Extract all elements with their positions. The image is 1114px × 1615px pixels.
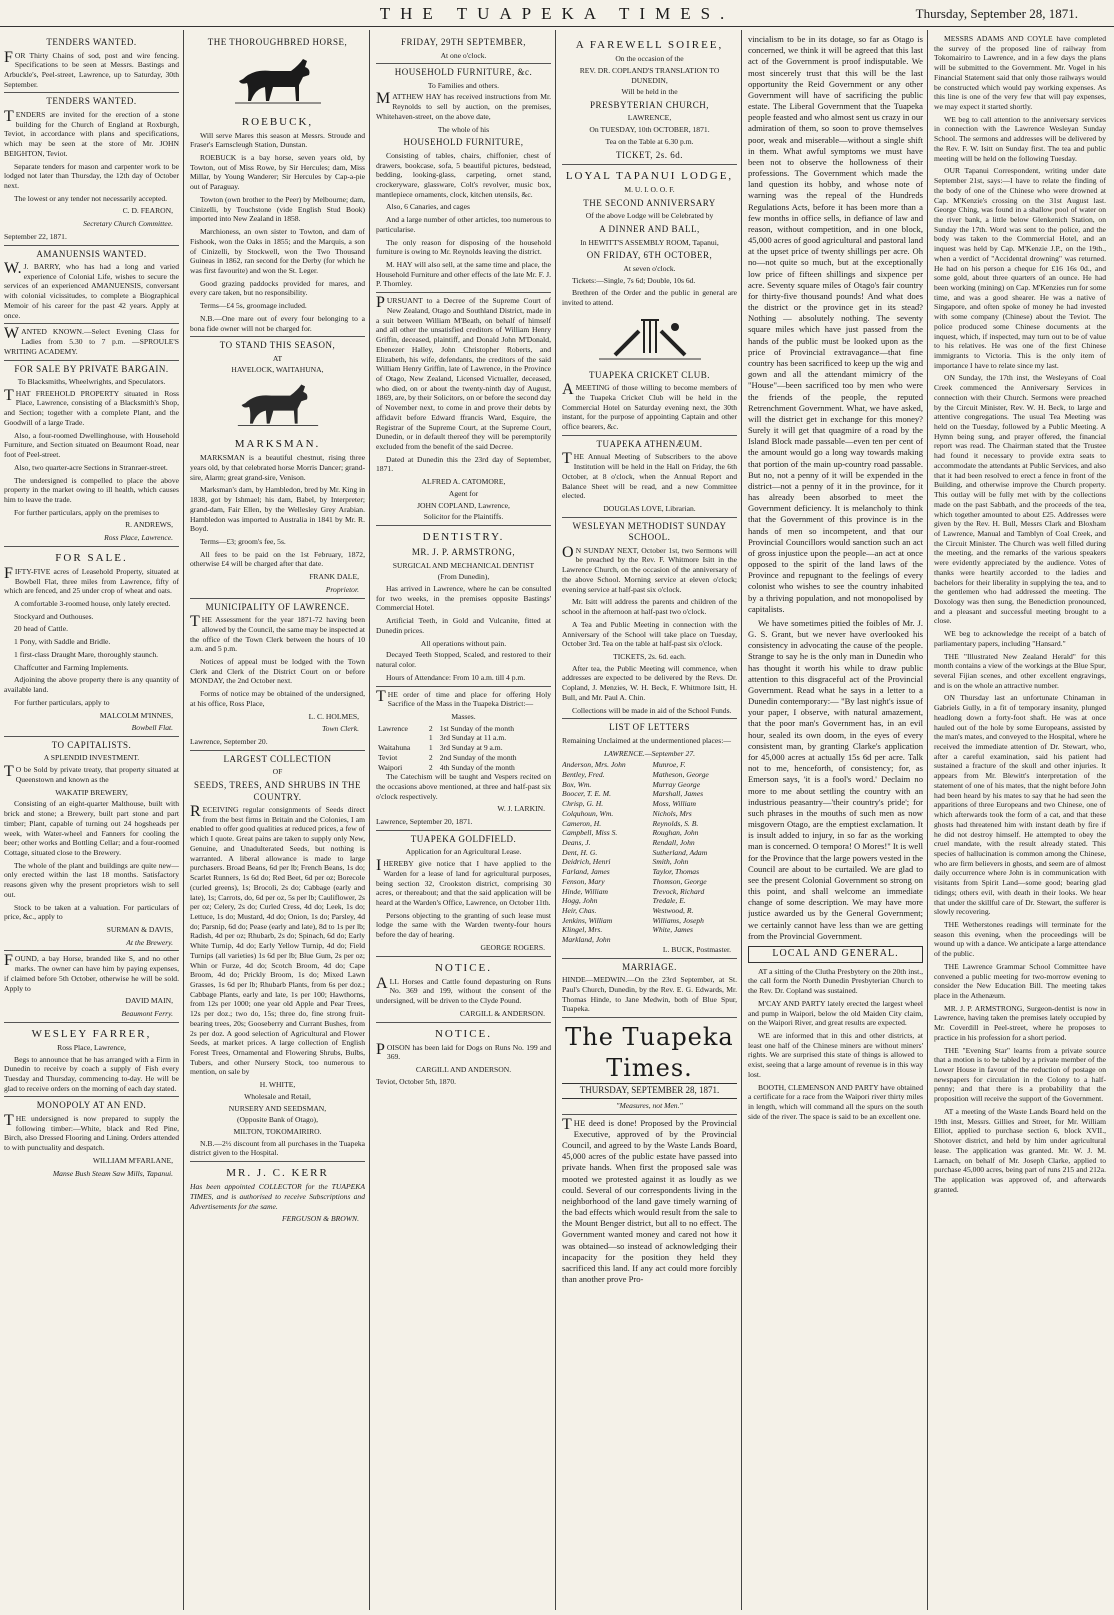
letter-name: Reynolds, S. B. <box>652 818 699 828</box>
ad-heading: LARGEST COLLECTION <box>223 753 332 764</box>
ad-text: Of the above Lodge will be Celebrated by <box>585 211 714 221</box>
ad-text: Will serve Mares this season at Messrs. Stroude and Fraser's Earnscleugh Station, Dunstan. <box>190 130 365 150</box>
divider <box>190 336 365 337</box>
ad-text: Tea on the Table at 6.30 p.m. <box>605 136 694 146</box>
ad-date: September 22, 1871. <box>4 231 67 241</box>
ad-text: Remaining Unclaimed at the undermentioned places:— <box>562 735 731 745</box>
divider <box>562 517 737 518</box>
ad-text: Begs to announce that he has arranged with a Firm in Dunedin to receive by coach a supply of Fish every Tuesday and Thursday, commencing to-day. He will be glad to receive orders on the morning of each day stated. <box>4 1054 179 1093</box>
ad-signature: (Opposite Bank of Otago), <box>237 1115 318 1125</box>
letter-name: Munroe, F. <box>652 760 686 770</box>
ad-text: Also, two quarter-acre Sections in Stranraer-street. <box>14 462 168 472</box>
ad-text: Decayed Teeth Stopped, Scaled, and restored to their natural color. <box>376 650 551 670</box>
letter-name: Fenson, Mary <box>562 876 605 886</box>
ad-subheading: HAVELOCK, WAITAHUNA, <box>231 365 324 375</box>
mass-row <box>376 733 551 743</box>
ad-text: The undersigned is compelled to place the above property in the market owing to ill health, which causes him to leave the trade. <box>4 475 179 504</box>
ad-text: The lowest or any tender not necessarily accepted. <box>14 193 168 203</box>
mass-row <box>376 753 551 763</box>
divider <box>190 598 365 599</box>
masthead-date: Thursday, September 28, 1871. <box>915 6 1078 21</box>
divider <box>4 92 179 93</box>
ad-heading: SEEDS, TREES, AND SHRUBS IN THE COUNTRY. <box>194 780 361 802</box>
letter-name: Cameron, H. <box>562 818 602 828</box>
editorial-text: THE deed is done! Proposed by the Provincial Executive, approved of by the Provincial Council, and agreed to by the Waste Lands Board, 45,000 acres of the public estate have passed into private hands. When first the proposed sale was mooted we protested against it as loudly as we could. Several of our correspondents living in the neighborhood of the land gave timely warning of the bad effects which would result from the sale to the Mount Benger district, but all to no effect. The Government wanted money and cared not how it was obtained—so instead of acknowledging their incapacity for the position they held they sacrificed this land. If any act could more forcibly than another prove Pro- <box>562 1115 737 1285</box>
news-item: WE beg to acknowledge the receipt of a batch of parliamentary papers, including "Hansard." <box>934 629 1106 648</box>
ad-heading: FRIDAY, 29TH SEPTEMBER, <box>400 37 527 47</box>
ad-text: The Catechism will be taught and Vespers recited on the occasions above mentioned, at three and half-past six o'clock respectively. <box>376 772 551 801</box>
ad-signature: Town Clerk. <box>322 724 359 734</box>
ad-signature: MALCOLM M'INNES, <box>99 710 173 720</box>
ad-text: PURSUANT to a Decree of the Supreme Court of New Zealand, Otago and Southland District, made in a suit between William M'Beath, on behalf of himself and all other the unsatisfied creditors of William Henry Griffin, deceased, plaintiff, and Donald John M'Donald, Ebenezer Halley, John Christopher Roberts, and Elizabeth, his wife, defendants, the creditors of the said William Henry Griffin, late of Lawrence, in the Province of Otago, New Zealand, Licensed Victualler, deceased, who died, on or about the twenty-ninth day of August, 1869, are, by their Solicitors, on or before the second day of November next, to come in and prove their debts by affidavit before Edward ffrancis Ward, Esquire, the Registrar of the Supreme Court, at the Supreme Court, Dunedin, or in default thereof they will be peremptorily excluded from the benefit of the said Decree. <box>376 294 551 451</box>
ad-text: A comfortable 3-roomed house, only lately erected. <box>14 599 171 609</box>
news-item: MR. J. P. ARMSTRONG, Surgeon-dentist is now in Lawrence, having taken the premises lately occupied by Mr. Coverdill in Peel-street, where he proposes to practice in his profession for a short period. <box>934 1003 1106 1042</box>
divider <box>376 1022 551 1023</box>
ad-signature: R. ANDREWS, <box>125 520 173 530</box>
divider <box>562 164 737 165</box>
ad-text: Also, a four-roomed Dwellinghouse, with Household Furniture, and Section situated on Beaumont Road, near foot of Peel-street. <box>4 430 179 460</box>
ad-heading: TENDERS WANTED. <box>46 37 137 47</box>
letter-name: Anderson, Mrs. John <box>562 760 626 770</box>
divider <box>376 956 551 957</box>
letter-name: Hinde, William <box>562 886 608 896</box>
divider <box>190 750 365 751</box>
letter-name: Taylor, Thomas <box>652 867 700 877</box>
ad-date: Lawrence, September 20, 1871. <box>376 817 473 827</box>
letter-name: Bentley, Fred. <box>562 769 605 779</box>
ad-signature: H. WHITE, <box>259 1080 296 1090</box>
ad-text: IHEREBY give notice that I have applied to the Warden for a lease of land for agricultural purposes, being section 32, Crookston district, comprising 30 acres, or thereabout; and that the said application will be heard at the Warden's Office, Lawrence, on October 11th. <box>376 857 551 907</box>
editorial-text: We have sometimes pitied the foibles of Mr. J. G. S. Grant, but we never have overlooked his consistency in advocating the cause of the people. Strange to say he is the only man in Dunedin who has thought it worth his while to draw public attention to this disgraceful act of the Provincial Government. Read what he says in a letter to a Dunedin contemporary:— "By last night's issue of your paper, I observe, with natural amazement, that the poor man's Government has, in an evil hour, sealed its own doom, in the eyes of every consistent man, by granting Clarke's application for 45,000 acres at actually 15s 6d per acre. Talk not to me, henceforth, of consistency; for, as Emerson says, 'it is a fool's word.' Declaim no more to me about settling the country with an industrious peasantry—'their country's pride'; for such phrases in the mouths of such men as now misgovern Otago, are the emptiest exclamation. It is insult added to injury, in so far as the working man is concerned. O tempora! O Mores!" It is well for the Province that the large powers vested in the Council are about to be curtailed. We are glad to see the present Colonial Government so strong on this point, and shall welcome an immediate change of some description. We may have more justice awarded us by the General Government; we certainly cannot have less than we are getting from the Provincial Government. <box>748 617 923 941</box>
ad-signature: JOHN COPLAND, Lawrence, <box>417 500 510 510</box>
ad-text: MARKSMAN is a beautiful chestnut, rising three years old, by that celebrated horse Morris Dancer; grand-sire, Alarm; great grand-sire, Venison. <box>190 453 365 482</box>
mass-cell-place: Waipori <box>378 762 403 772</box>
ad-text: And a large number of other articles, too numerous to particularise. <box>376 215 551 234</box>
ad-text: TENDERS are invited for the erection of a stone building for the Church of England at Roxburgh, Teviot, in accordance with plans and specifications, which may be seen at the store of Mr. JOHN BEIGHTON, Teviot. <box>4 107 179 158</box>
ad-signature: DAVID MAIN, <box>125 996 173 1006</box>
letter-name: Tredale, E. <box>652 896 686 906</box>
mass-cell-n: 2 <box>428 752 433 762</box>
mass-cell-n: 2 <box>428 762 433 772</box>
ad-text: Notices of appeal must be lodged with the Town Clerk and Clerk of the District Court on or before MONDAY, the 2nd October next. <box>190 657 365 686</box>
ad-date: Lawrence, September 20. <box>190 737 268 747</box>
ad-text: ROEBUCK is a bay horse, seven years old, by Towton, out of Miss Rowe, by Sir Hercules; dam, Miss Millar, by Young Wanderer; Sir Hercules by Cap-a-pie out of Paraguay. <box>190 153 365 192</box>
news-item: OUR Tapanui Correspondent, writing under date September 21st, says:—I have to relate the finding of the body of one of the Chinese who were drowned at Cap. M'Kenzie's crossing on the 31st August last. George Ching, was found in a shallow pool of water on the river bank, a little below Glenkenich Station, on Sunday the 17th. Word was sent to the police, and the body was taken to the Commercial Hotel, and an inquest was held by Cap. M'Kenzie J.P., on the 19th., when a verdict of "Accidental drowning" was returned. He had on his person a cheque for £16 16s 0d., and some gold, about three quarters of an ounce. He had been working (mining) on Cap. M'Kenzies run for some time, and was a good shearer. He was a native of Singapore, and often spoke of money he had invested with some company (Chinese) about the Teviot. The police produced some Chinese documents at the inquest, which, if inspected, may turn out to be of value to his relatives. He was one of the first Chinese immigrants to Victoria. This is the only item of importance I have to relate since my last. <box>934 166 1106 370</box>
news-item: THE Lawrence Grammar School Committee have convened a public meeting for two-morrow evening to consider the New Education Bill. The meeting takes place in the Athenæum. <box>934 961 1106 1000</box>
ad-heading: LOYAL TAPANUI LODGE, <box>565 170 734 183</box>
letter-name: Colquhoun, Wm. <box>562 808 614 818</box>
ad-heading: TUAPEKA ATHENÆUM. <box>596 438 703 449</box>
ad-subheading: LAWRENCE.—September 27. <box>603 748 696 758</box>
editorial-text: vincialism to be in its dotage, so far as Otago is concerned, we think it will be agreed that this last act of the Government is proof indisputable. We most sincerely trust that this will be the last opportunity the Reid Government or any other Government will have of sacrificing the public estate. The Liberal Government that the Tuapeka people feasted and who almost sent us crazy in our admiration of them, so soon to prove themselves poor, weak and miserable—without a single shift in them. What awful symptoms we must have been not to observe the hollowness of their professions. The Government which made the land question its hobby, and whose note of warning was the repeal of the Hundreds Regulations Acts, before it has been more than a few months in office sells, in defiance of law and reason, without competition, and in one block, 45,000 acres of good agricultural and pastoral land at the upset price of twenty shillings per acre. Oh no—not quite so much, but at the exceptionally low price of fifteen shillings and sixpence per acre. Seventy square miles of Otago's fair country for thirty-five thousand pounds! And what does the district or the province get in its stead? Nothing — absolutely nothing. The seventy square miles which have just passed from the hands of the public must be looked upon as the price of Provincial extravagance—that fine country has been sacrificed to keep up the wig and gown and all the attendant mimicry of the "House"—been sacrificed too by men who were the friends of the people, the reputed Retrenchment Government. What, we have asked, will the district get in exchange for this money? Surely it will get that quagmire of a road by the Island Block made passable—even ten per cent of the amount would go a long way towards making that portion of the main up-country road passable. But no, not a penny of it will be expended in the district—not a penny of it in the province, for it has already been absorbed to meet the Government deficiency. It is melancholy to think that the Government of this province is in the hands of men so incompetent, and that our Provincial Councillors would sanction such an act of gross injustice upon the people—an act at once opposed to the spirit of the land laws of the Province and repugnant to the feelings of every colonist who wishes to see the country inhabited by a thriving population, and not monopolised by capitalists. <box>748 34 923 614</box>
ad-text: Separate tenders for mason and carpenter work to be lodged not later than Thursday, the 12th day of October next. <box>4 161 179 190</box>
ad-heading: THE THOROUGHBRED HORSE, <box>207 37 348 47</box>
ad-signature: L. C. HOLMES, <box>308 711 359 721</box>
ad-subheading: Ross Place, Lawrence, <box>57 1042 126 1052</box>
letter-name: Box, Wm. <box>562 779 592 789</box>
mass-cell-text: 1st Sunday of the month <box>439 723 515 733</box>
ad-text: LAWRENCE, <box>627 113 672 123</box>
ad-signature: ALFRED A. CATOMORE, <box>421 477 506 487</box>
column-rule <box>555 30 556 1610</box>
mass-cell-place <box>376 733 427 743</box>
letter-name: Boocer, T. E. M. <box>562 789 611 799</box>
ad-heading: HOUSEHOLD FURNITURE, <box>403 137 524 148</box>
mass-row <box>376 724 551 734</box>
divider <box>4 1096 179 1097</box>
mass-cell-n: 2 <box>428 723 433 733</box>
ad-text: For further particulars, apply on the premises to <box>14 507 160 517</box>
ad-signature: Solicitor for the Plaintiffs. <box>423 512 504 522</box>
divider <box>4 950 179 951</box>
ad-text: Has arrived in Lawrence, where he can be consulted for two weeks, in the premises opposite Bastings' Commercial Hotel. <box>376 584 551 613</box>
ad-subheading: Application for an Agricultural Lease. <box>405 847 522 857</box>
ad-heading: FOR SALE BY PRIVATE BARGAIN. <box>14 363 169 374</box>
column-1 <box>4 34 179 1609</box>
mass-cell-text: 3rd Sunday at 11 a.m. <box>439 733 507 743</box>
letter-name: Trevock, Richard <box>652 886 705 896</box>
divider <box>562 1114 737 1115</box>
ad-text: AMEETING of those willing to become members of the Tuapeka Cricket Club will be held in the Commercial Hotel on Saturday evening next, the 30th instant, for the purpose of appointing Captain and other office bearers, &c. <box>562 381 737 432</box>
divider <box>4 245 179 246</box>
ad-text: W.J. BARRY, who has had a long and varied experience of Colonial Life, wishes to secure the services of an experienced AMANUENSIS, conversant with colonial vicissitudes, to complete a Biographical Memoir of his career for the past 42 years. Apply at once. <box>4 260 179 320</box>
ad-signature: At the Brewery. <box>126 937 173 947</box>
ad-text: WANTED KNOWN.—Select Evening Class for Ladies from 5.30 to 7 p.m. —SPROULE'S WRITING ACADEMY. <box>4 325 179 356</box>
ad-heading: THE SECOND ANNIVERSARY <box>583 197 716 208</box>
mass-row <box>376 763 551 773</box>
ad-text: On TUESDAY, 10th OCTOBER, 1871. <box>589 125 710 135</box>
mass-cell-text: 4th Sunday of the month <box>439 762 515 772</box>
letter-name: Heir, Chas. <box>562 906 597 915</box>
ad-text: REV. DR. COPLAND'S TRANSLATION TO DUNEDIN, <box>579 65 720 85</box>
letter-name: Matheson, George <box>652 769 709 779</box>
ad-text: Stock to be taken at a valuation. For particulars of price, &c., apply to <box>4 902 179 922</box>
ad-text: Terms—£3; groom's fee, 5s. <box>200 537 286 547</box>
ad-text: THAT FREEHOLD PROPERTY situated in Ross Place, Lawrence, consisting of a Blacksmith's Shop, and Section; together with a complete Plant, and the Goodwill of a large Trade. <box>4 386 179 427</box>
ad-signature: Bowbell Flat. <box>131 723 173 733</box>
ad-text: Stockyard and Outhouses. <box>14 611 94 621</box>
ad-text: 1 Pony, with Saddle and Bridle. <box>14 637 111 647</box>
ad-text: N.B.—2½ discount from all purchases in the Tuapeka district given to the Hospital. <box>190 1138 365 1158</box>
divider <box>562 1017 737 1018</box>
ad-text: HINDE—MEDWIN.—On the 23rd September, at St. Paul's Church, Dunedin, by the Rev. E. G. Edwards, Mr. Thomas Hinde, to Jane Medwin, both of Blue Spur, Tuapeka. <box>562 975 737 1014</box>
letter-name: Farland, James <box>562 867 610 877</box>
ad-text: Tickets:—Single, 7s 6d; Double, 10s 6d. <box>572 275 696 285</box>
ad-subheading: AT <box>272 353 283 363</box>
ad-text: A Tea and Public Meeting in connection with the Anniversary of the School will take place on Tuesday, October 3rd. Tea on the table at half-past six o'clock. <box>562 619 737 649</box>
news-item: M'CAY AND PARTY lately erected the largest wheel and pump in Waipori, below the old Maiden City claim, on the Waipori River, and great results are expected. <box>748 998 923 1028</box>
letter-name: Sutherland, Adam <box>652 847 708 857</box>
ad-text: POISON has been laid for Dogs on Runs No. 199 and 369. <box>376 1040 551 1062</box>
ad-heading: MR. J. C. KERR <box>226 1167 329 1180</box>
letters-list <box>562 760 737 945</box>
ad-text: Dated at Dunedin this the 23rd day of September, 1871. <box>376 454 551 474</box>
ad-text: Marchioness, an own sister to Towton, and dam of Fishook, won the Oaks in 1855; and the Marquis, a son of Cinizelli, by Stockwell, won the Two Thousand Guineas in 1862, ran second for the Derby (for which he was first favourite) and won the St. Leger. <box>190 227 365 275</box>
letter-name: Williams, Joseph <box>652 915 704 925</box>
mass-cell-n: 1 <box>428 733 433 743</box>
ad-text: Has been appointed COLLECTOR for the TUAPEKA TIMES, and is authorised to receive Subscriptions and Advertisements for the same. <box>190 1182 365 1211</box>
ad-subheading: OF <box>272 767 283 777</box>
ad-subheading: M. U. I. O. O. F. <box>624 185 675 195</box>
section-heading: LOCAL AND GENERAL. <box>748 946 923 963</box>
news-item: BOOTH, CLEMENSON AND PARTY have obtained a certificate for a race from the Waipori river thirty miles in length, which will command all the spurs on the south side of the river. The space is said to be an excellent one. <box>748 1082 923 1121</box>
news-item: ON Thursday last an unfortunate Chinaman in Gabriels Gully, in a fit of temporary insanity, plunged headlong down a forty-foot shaft. He was at once hauled out of the hole by some Europeans, assisted by the man's mates, and conveyed to the Hospital, where he received the immediate attention of Dr. Stewart, who, after a careful examination, said his patient had sustained a fracture of the skull and other injuries. It appears from Mr. Blewitt's interpretation of the statement of one of his mates, that the night before John had been heard by his mates to say that he had seen the apparitions of three Europeans and two Chinese, one of which afterwards took the form of a cat, and that these ghosts had threatened him with instant death by fire if he did not destroy himself. He attempted to obey the cruel mandate, with the result already stated. This species of hallucination is common among the Chinese, who are firm believers in ghosts, and seem are of almost daily occurrence where John is in communication with visitants from Spirit Land—some good; bearing glad tidings; others evil, with death in their looks. We hear that under the skillful care of Dr. Stewart, the sufferer is slowly recovering. <box>934 693 1106 917</box>
divider <box>376 830 551 831</box>
letter-name: Nichols, Mrs <box>652 808 692 818</box>
ad-heading: MUNICIPALITY OF LAWRENCE. <box>205 601 350 612</box>
divider <box>562 435 737 436</box>
ad-text: On the occasion of the <box>615 54 684 64</box>
letter-name: Rendall, John <box>652 837 695 847</box>
ad-text: FIFTY-FIVE acres of Leasehold Property, situated at Bowbell Flat, three miles from Lawrence, fifty of which are fenced, and 25 under crop of wheat and oats. <box>4 564 179 596</box>
divider <box>4 323 179 324</box>
masthead-title: THE TUAPEKA TIMES. <box>379 4 735 23</box>
ad-heading: LIST OF LETTERS <box>609 722 690 733</box>
letter-name: White, James <box>652 925 693 935</box>
column-6 <box>934 34 1106 1609</box>
letter-name: Klingel, Mrs. <box>562 925 603 935</box>
ad-text: After tea, the Public Meeting will commence, when addresses are expected to be delivered by the Revs. Dr. Copland, J. Menzies, W. H. Beck, F. Whitmore Isitt, H. Bull, and Mr. Paul A. Chin. <box>562 663 737 702</box>
news-item: MESSRS ADAMS AND COYLE have completed the survey of the proposed line of railway from Tokomairiro to Lawrence, and in a few days the plans will be submitted to the Government. Mr. Vogel in his Financial Statement said that only those railways would be constructed which would pay working expenses. As this line is one of the very few that will pay expenses, we may expect it started shortly. <box>934 34 1106 112</box>
letter-name: Deidrich, Henri <box>562 857 611 867</box>
letter-name: Markland, John <box>562 935 611 945</box>
ad-signature: Proprietor. <box>325 584 359 594</box>
motto: "Measures, not Men." <box>616 1100 683 1110</box>
ad-text: FOR Thirty Chains of sod, post and wire fencing. Specifications to be seen at Messrs. Bastings and Arbuckle's, Peel-street, Lawrence, up to Saturday, 30th September. <box>4 48 179 89</box>
ad-heading: FOR SALE. <box>55 551 128 564</box>
divider <box>376 63 551 64</box>
ad-subheading: SURGICAL AND MECHANICAL DENTIST <box>392 560 535 570</box>
ad-heading: TICKET, 2s. 6d. <box>615 149 684 160</box>
column-2 <box>190 34 365 1609</box>
ad-text: TO be Sold by private treaty, that property situated at Queenstown and known as the <box>4 763 179 784</box>
ad-subheading: To Blacksmiths, Wheelwrights, and Speculators. <box>17 377 166 387</box>
ad-heading: TO STAND THIS SEASON, <box>219 340 336 351</box>
ad-heading: WESLEYAN METHODIST SUNDAY SCHOOL. <box>572 520 727 543</box>
mass-cell-place: Teviot <box>378 752 398 762</box>
ad-signature: FRANK DALE, <box>309 572 359 582</box>
ad-heading: A DINNER AND BALL, <box>599 224 700 235</box>
news-item: THE Wetherstones readings will terminate for the season this evening, when the proceedings will be wound up with a dance. We anticipate a large attendance of the public. <box>934 919 1106 959</box>
letter-name: Hogg, John <box>562 896 598 906</box>
column-5 <box>748 34 923 1609</box>
ad-heading: MARRIAGE. <box>622 961 677 972</box>
ad-heading: A FAREWELL SOIREE, <box>575 39 724 51</box>
ad-subheading: Masses. <box>451 711 476 721</box>
ad-heading: TUAPEKA GOLDFIELD. <box>410 833 517 844</box>
news-item: AT a sitting of the Clutha Presbytery on the 20th inst., the call form the North Dunedin Presbyterian Church to the Rev. Dr. Copland was sustained. <box>748 966 923 996</box>
ad-text: Consisting of tables, chairs, chiffonier, chest of drawers, bookcase, sofa, 5 beautiful pictures, bedstead, bedding, looking-glass, carpeting, ornet stand, crockeryware, glassware, Colt's revolver, music box, mantlepiece ornaments, clock, kitchen utensils, &c. <box>376 150 551 199</box>
cricket-illustration <box>595 311 705 367</box>
ad-heading: NOTICE. <box>434 1027 493 1040</box>
ad-text: Artificial Teeth, in Gold and Vulcanite, fitted at Dunedin prices. <box>376 616 551 635</box>
column-rule <box>183 30 184 1610</box>
ad-text: Terms—£4 5s, groomage included. <box>200 301 307 311</box>
newspaper-flag: The Tuapeka Times. <box>565 1022 734 1082</box>
divider <box>562 718 737 719</box>
ad-signature: Agent for <box>448 488 479 498</box>
ad-text: N.B.—One mare out of every four belonging to a bona fide owner will not be charged for. <box>190 313 365 333</box>
divider <box>4 360 179 361</box>
horse-name: MARKSMAN. <box>234 438 321 451</box>
ad-text: THE order of time and place for offering Holy Sacrifice of the Mass in the Tuapeka District:— <box>376 687 551 709</box>
divider <box>376 686 551 687</box>
ad-text: All operations without pain. <box>420 638 507 648</box>
ad-text: Collections will be made in aid of the School Funds. <box>572 705 732 715</box>
ad-text: RECEIVING regular consignments of Seeds direct from the best firms in Britain and the Colonies, I am enabled to offer good qualities at reduced prices, a few of which I quote. Great pains are taken to supply only New, Genuine, and Unadulterated Seeds, but nothing is warranted. A liberal allowance is made to large purchasers. Broad Beans, 6d per lb; French Beans, 1s do; Scarlet Runners, 1s 6d do; Red Beet, 6d per oz; Borecole (curled greens), 1s; Brocoli, 2s do; Cabbage (early and late), 1s; Carrots, do, 6d per oz, 5s per lb; Cauliflower, 2s per oz; Celery, 2s do; Curled Cress, 4d do; Leek, 1s do; Lettuce, 1s do; Mustard, 4d do; Onion, 1s do; Parsley, 4d do; Parsnip, 6d do; Pease (early and late), 8d to 1s per lb; Radish, 4d per oz; Rhubarb, 2s do; Spinach, 6d do; Early White Turnip, 4d do; Early Yellow Turnip, 4d do; Field Turnips (all varieties) 1s 6d per lb; Blue Gum, 2s per oz; Whin or Furze, 4d do; Scotch Broom, 4d do; Cape Broom, 4d do; Prickly Broom, 1s do; Mixed Lawn Grasses, 1s 6d per lb; Rhubarb Plants, from 6s per doz.; Cabbage Plants, early and late, 1s per 100; Hawthorns, from 12s per 1000; one year old Apple and Pear Trees, 12s per doz.; two do, 15s; three do, fine strong fruit-bearing trees, 20s; Gooseberry and Currant Bushes, from 2s per doz. A good selection of Agricultural and Flower Seeds, at market prices. A large collection of English Forest Trees, Ornamental and Flowering Shrubs, Bulbs, Tubers, and other Nursery Stock, too numerous to mention, on sale by <box>190 803 365 1077</box>
news-item: WE are informed that in this and other districts, at least one half of the Chinese miners are without miners' rights. We are surprised this state of things is allowed to exist, seeing that a large amount of revenue is in this way lost. <box>748 1031 923 1079</box>
column-3 <box>376 34 551 1609</box>
mass-cell-n: 1 <box>428 743 433 753</box>
ad-signature: C. D. FEARON, <box>122 206 173 216</box>
letter-name: Deans, J. <box>562 837 591 847</box>
ad-text: THE Annual Meeting of Subscribers to the above Institution will be held in the Hall on Friday, the 6th October, at 8 o'clock, when the Annual Report and Balance Sheet will be read, and a new Committee elected. <box>562 450 737 501</box>
masthead <box>0 0 1114 27</box>
ad-heading: DENTISTRY. <box>422 531 505 544</box>
ad-text: At seven o'clock. <box>623 263 676 273</box>
ad-text: For further particulars, apply to <box>14 697 110 707</box>
ad-text: ON SUNDAY NEXT, October 1st, two Sermons will be preached by the Rev. F. Whitmore Isitt in the Lawrence Church, on the occasion of the anniversary of the above School. Morning service at eleven o'clock; evening service at half-past six o'clock. <box>562 543 737 594</box>
ad-text: Chaffcutter and Farming Implements. <box>14 662 129 672</box>
ad-text: Will be held in the <box>621 87 678 97</box>
news-item: THE "Evening Star" learns from a private source that a motion is to be tabled by a private member of the Lower House in favour of the reduction of postage on newspapers for circulation in the Colony to a half-penny; and that there is a probability that the proposition will receive the support of the Government. <box>934 1045 1106 1104</box>
letter-name: Westwood, R. <box>652 906 694 915</box>
column-rule <box>741 30 742 1610</box>
ad-text: Hours of Attendance: From 10 a.m. till 4 p.m. <box>386 672 526 682</box>
ad-text: Persons objecting to the granting of such lease must lodge the same with the Warden twenty-four hours before the day of hearing. <box>376 910 551 940</box>
ad-text: Adjoining the above property there is any quantity of available land. <box>4 675 179 695</box>
ad-signature: GEORGE ROGERS. <box>480 942 545 952</box>
divider <box>376 292 551 293</box>
ad-text: THE undersigned is now prepared to supply the following timber:—White, black and Red Pine, Birch, also Dressed Flooring and Lining. Orders attended to with punctuality and despatch. <box>4 1111 179 1153</box>
letter-name: Smith, John <box>652 857 689 867</box>
ad-subheading: The whole of his <box>437 124 490 134</box>
ad-text: Brethren of the Order and the public in general are invited to attend. <box>562 288 737 308</box>
horse-illustration <box>236 377 320 433</box>
letter-name: Dent, H. G. <box>562 847 598 857</box>
ad-text: In HEWITT'S ASSEMBLY ROOM, Tapanui, <box>580 237 719 247</box>
ad-heading: NOTICE. <box>434 961 493 974</box>
ad-heading: MR. J. P. ARMSTRONG, <box>411 547 516 558</box>
ad-text: The whole of the plant and buildings are quite new—only erected within the last 18 months. Satisfactory reasons given why the present proprietors wish to sell out. <box>4 860 179 899</box>
horse-name: ROEBUCK, <box>241 115 314 128</box>
ad-subheading: A SPLENDID INVESTMENT. <box>43 753 140 763</box>
letter-name: Marshall, James <box>652 789 704 799</box>
ad-heading: TENDERS WANTED. <box>46 96 137 107</box>
letter-name: Campbell, Miss S. <box>562 828 618 838</box>
ad-date: Teviot, October 5th, 1870. <box>376 1076 457 1086</box>
ad-signature: Ross Place, Lawrence. <box>104 533 173 543</box>
ad-text: All fees to be paid on the 1st February, 1872, otherwise £4 will be charged after that date. <box>190 549 365 569</box>
ad-signature: Manse Bush Steam Saw Mills, Tapanui. <box>52 1168 173 1178</box>
edition-date: THURSDAY, SEPTEMBER 28, 1871. <box>562 1083 737 1099</box>
ad-signature: SURMAN & DAVIS, <box>106 924 173 934</box>
ad-heading: MONOPOLY AT AN END. <box>36 1100 147 1111</box>
letter-name: Thomson, George <box>652 876 707 886</box>
ad-signature: L. BUCK, Postmaster. <box>662 944 731 954</box>
ad-text: Towton (own brother to the Peer) by Melbourne; dam, Cinizelli, by Touchstone (vide English Stud Book) imported into New Zealand in 1858. <box>190 194 365 224</box>
letter-name: Roughan, John <box>652 828 699 838</box>
letter-name: Chrisp, G. H. <box>562 799 604 809</box>
ad-signature: CARGILL & ANDERSON. <box>459 1008 545 1018</box>
ad-text: FOUND, a bay Horse, branded like S, and no other marks. The owner can have him by paying expenses, if claimed before 5th October, otherwise he will be sold. Apply to <box>4 952 179 993</box>
ad-heading: WESLEY FARRER, <box>31 1027 152 1040</box>
horse-illustration <box>233 51 323 111</box>
ad-signature: Beaumont Ferry. <box>121 1009 173 1018</box>
mass-cell-place: Lawrence <box>378 723 408 733</box>
ad-signature: MILTON, TOKOMAIRIRO. <box>233 1127 322 1137</box>
ad-signature: FERGUSON & BROWN. <box>282 1214 359 1224</box>
divider <box>190 1161 365 1162</box>
ad-signature: WILLIAM M'FARLANE, <box>92 1155 173 1165</box>
ad-text: The only reason for disposing of the household furniture is owing to Mr. Reynolds leaving the district. <box>376 237 551 257</box>
ad-text: 1 first-class Draught Mare, thoroughly staunch. <box>14 649 159 659</box>
ad-text: Consisting of an eight-quarter Malthouse, built with brick and stone; a Brewery, built part stone and part timber; Plant, capable of turning out 24 hogsheads per week, with Water-wheel and Fanners for cooling the beer; other works and Bottling Cellar; and a four-roomed Cottage, situated close to the Brewery. <box>4 799 179 857</box>
column-rule <box>927 30 928 1610</box>
ad-text: Also, 6 Canaries, and cages <box>386 202 470 212</box>
mass-cell-text: 3rd Sunday at 9 a.m. <box>439 743 503 753</box>
ad-signature: W. J. LARKIN. <box>497 804 545 814</box>
ad-text: Mr. Isitt will address the parents and children of the school in the afternoon at half-past two o'clock. <box>562 597 737 617</box>
ad-subheading: (From Dunedin), <box>437 572 490 582</box>
divider <box>4 1022 179 1023</box>
ad-heading: AMANUENSIS WANTED. <box>36 248 147 259</box>
ad-signature: DOUGLAS LOVE, Librarian. <box>603 504 696 514</box>
divider <box>4 546 179 547</box>
divider <box>562 958 737 959</box>
ad-subheading: At one o'clock. <box>440 50 487 60</box>
ad-subheading: To Families and others. <box>427 80 500 90</box>
divider <box>376 525 551 526</box>
mass-row <box>376 743 551 753</box>
ad-signature: NURSERY AND SEEDSMAN, <box>228 1103 327 1113</box>
ad-text: MATTHEW HAY has received instructions from Mr. Reynolds to sell by auction, on the premises, Whitehaven-street, on the above date, <box>376 90 551 121</box>
news-item: THE "Illustrated New Zealand Herald" for this month contains a view of the workings at the Blue Spur, several Fijian scenes, and other excellent engravings, and is on the whole an attractive number. <box>934 651 1106 690</box>
ad-text: Forms of notice may be obtained of the undersigned, at his office, Ross Place, <box>190 689 365 708</box>
mass-schedule-table <box>376 724 551 773</box>
ad-heading: HOUSEHOLD FURNITURE, &c. <box>394 67 533 78</box>
ad-text: THE Assessment for the year 1871-72 having been allowed by the Council, the same may be inspected at the office of the Town Clerk between the hours of 10 a.m. and 5 p.m. <box>190 613 365 654</box>
mass-cell-place: Waitahuna <box>378 743 411 753</box>
ad-text: ALL Horses and Cattle found depasturing on Runs No. 369 and 199, without the consent of the undersigned, will be driven to the Clyde Pound. <box>376 974 551 1006</box>
ad-signature: Wholesale and Retail, <box>244 1091 311 1101</box>
ad-signature: Secretary Church Committee. <box>83 219 173 229</box>
ad-heading: PRESBYTERIAN CHURCH, <box>589 99 709 110</box>
news-item: AT a meeting of the Waste Lands Board held on the 19th inst, Messrs. Gillies and Street, for Mr. William Elliot, applied to purchase section 6, block XVII., Shotover district, and held by him under agricultural lease. The application was granted. Mr. W. J. M. Larnach, on behalf of Mr. Joseph Clarke, applied to purchase 45,000 acres, being part of runs 215 and 212a. The application was approved of, and afterwards granted. <box>934 1106 1106 1194</box>
news-item: ON Sunday, the 17th inst, the Wesleyans of Coal Creek commenced the Anniversary Services in connection with their Church. Sermons were preached by the Circuit Minister, Rev. W. H. Beck, to large and attentive congregations. The usual Tea Meeting was held on the Tuesday, followed by a Public Meeting. A Hymn being sung, and prayer offered, the financial report was read. The Chairman stated that the Trustee had found it necessary to provide extra seats to accommodate the attendants at Public Services, and also that it had been resolved to erect a fence in front of the Building, and otherwise improve the Church property. This outlay will be fully met with by the collections made on the past Sabbath, and the proceeds of the tea, which together amounted to about £25. Addresses were given by the Rev. H. Bull, Messrs Clark and Bloxham of Lawrence, Manual and Tamblyn of Coal Creek, and the Circuit Minister. The Church was well filled during the meeting, and the remarks of the various speakers were evidently appreciated by the audience. Votes of thanks were heartily accorded to the ladies and bachelors for their liberality in supplying the tea, and to the gentlemen who had addressed the meeting. The Doxology was then sung, the Benediction pronounced, and a pleasant and successful meeting brought to a close. <box>934 373 1106 626</box>
ad-heading: TUAPEKA CRICKET CLUB. <box>588 369 711 380</box>
letter-name: Murray George <box>652 779 701 789</box>
news-item: WE beg to call attention to the anniversary services in connection with the Lawrence Wesleyan Sunday School. The sermons and addresses will be delivered by the Rev. F. W. Isitt on Sunday first. The tea and public meeting will be held on the following Tuesday. <box>934 114 1106 163</box>
mass-cell-text: 2nd Sunday of the month <box>439 752 517 762</box>
ad-text: Good grazing paddocks provided for mares, and every care taken, but no responsibility. <box>190 278 365 298</box>
ad-heading: TO CAPITALISTS. <box>51 739 132 750</box>
ad-subheading: WAKATIP BREWERY, <box>55 787 128 797</box>
column-4 <box>562 34 737 1609</box>
ad-text: Marksman's dam, by Hambledon, bred by Mr. King in 1838, got by Ishmael; his dam, Babel, by Interpreter; grand-dam, Fair Ellen, by the Wellesley Grey Arabian. Hambledon was imported to Australia in 1841 by Mr. R. Boyd. <box>190 485 365 534</box>
ad-heading: ON FRIDAY, 6TH OCTOBER, <box>586 250 713 261</box>
letter-name: Moss, William <box>652 799 696 809</box>
column-rule <box>369 30 370 1610</box>
ad-text: TICKETS, 2s. 6d. each. <box>613 651 686 661</box>
divider <box>4 736 179 737</box>
ad-text: 20 head of Cattle. <box>14 624 68 634</box>
ad-text: M. HAY will also sell, at the same time and place, the Household Furniture and other effects of the late Mr. F. J. P. Thornley. <box>376 260 551 289</box>
letter-name: Jenkins, William <box>562 915 613 925</box>
ad-signature: CARGILL AND ANDERSON. <box>415 1065 512 1075</box>
